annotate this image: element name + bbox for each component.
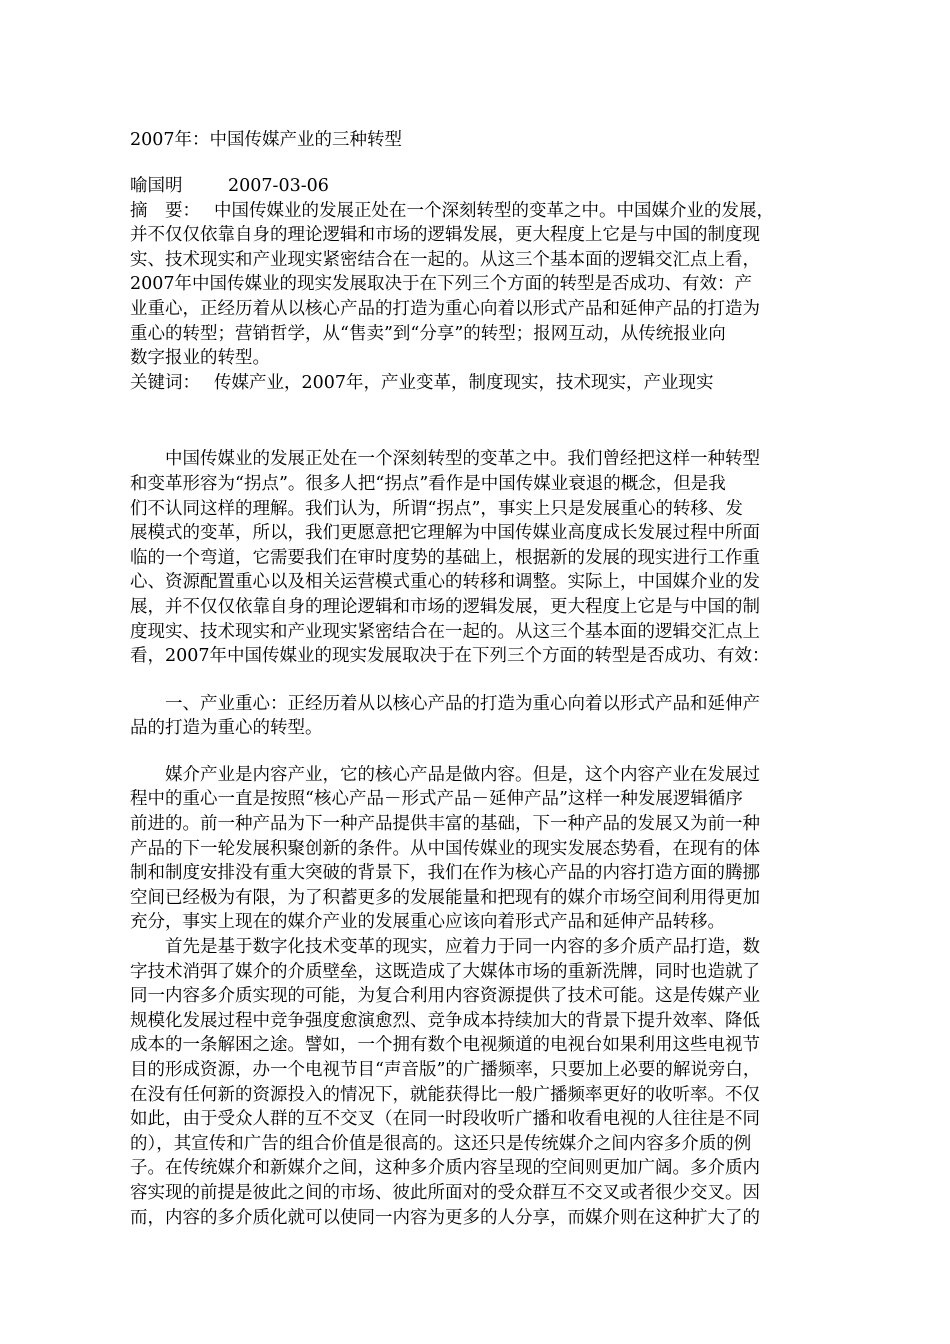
paragraph-intro — [130, 447, 822, 668]
document-title: 2007年：中国传媒产业的三种转型 — [130, 130, 403, 150]
abstract-line: 业重心，正经历着从以核心产品的打造为重心向着以形式产品和延伸产品的打造为 — [130, 298, 760, 319]
abstract-section — [130, 199, 822, 371]
paragraph-line: 充分，事实上现在的媒介产业的发展重心应该向着形式产品和延伸产品转移。 — [130, 912, 725, 933]
paragraph-line: 和变革形容为“拐点”。很多人把“拐点”看作是中国传媒业衰退的概念，但是我 — [130, 473, 726, 494]
abstract-line: 数字报业的转型。 — [130, 348, 270, 369]
byline — [130, 174, 822, 199]
paragraph-line: 如此，由于受众人群的互不交叉（在同一时段收听广播和收看电视的人往往是不同 — [130, 1109, 760, 1130]
paragraph-line: 临的一个弯道，它需要我们在审时度势的基础上，根据新的发展的现实进行工作重 — [130, 547, 760, 568]
paragraph-line: 前进的。前一种产品为下一种产品提供丰富的基础，下一种产品的发展又为前一种 — [130, 814, 760, 835]
paragraph-line: 目的形成资源，办一个电视节目“声音版”的广播频率，只要加上必要的解说旁白， — [130, 1060, 761, 1080]
paragraph-digital-tech — [130, 935, 822, 1230]
abstract-line: 摘 要： 中国传媒业的发展正处在一个深刻转型的变革之中。中国媒介业的发展， — [130, 199, 822, 224]
paragraph-line: 度现实、技术现实和产业现实紧密结合在一起的。从这三个基本面的逻辑交汇点上 — [130, 621, 760, 642]
abstract-line: 实、技术现实和产业现实紧密结合在一起的。从这三个基本面的逻辑交汇点上看， — [130, 249, 760, 270]
paragraph-line: 成本的一条解困之途。譬如，一个拥有数个电视频道的电视台如果利用这些电视节 — [130, 1035, 760, 1056]
paragraph-line: 容实现的前提是彼此之间的市场、彼此所面对的受众群互不交叉或者很少交叉。因 — [130, 1182, 760, 1203]
paragraph-line: 媒介产业是内容产业，它的核心产品是做内容。但是，这个内容产业在发展过 — [165, 764, 760, 785]
paragraph-line: 的），其宣传和广告的组合价值是很高的。这还只是传统媒介之间内容多介质的例 — [130, 1133, 752, 1154]
paragraph-line: 字技术消弭了媒介的介质壁垒，这既造成了大媒体市场的重新洗牌，同时也造就了 — [130, 961, 760, 982]
paragraph-line: 同一内容多介质实现的可能，为复合利用内容资源提供了技术可能。这是传媒产业 — [130, 986, 760, 1007]
section-heading-line: 一、产业重心：正经历着从以核心产品的打造为重心向着以形式产品和延伸产 — [165, 693, 760, 714]
publish-date: 2007-03-06 — [228, 176, 329, 196]
paragraph-line: 空间已经极为有限，为了积蓄更多的发展能量和把现有的媒介市场空间利用得更加 — [130, 887, 760, 908]
paragraph-line: 中国传媒业的发展正处在一个深刻转型的变革之中。我们曾经把这样一种转型 — [165, 449, 760, 470]
paragraph-line: 心、资源配置重心以及相关运营模式重心的转移和调整。实际上，中国媒介业的发 — [130, 572, 760, 593]
paragraph-line: 们不认同这样的理解。我们认为，所谓“拐点”，事实上只是发展重心的转移、发 — [130, 498, 743, 519]
paragraph-line: 程中的重心一直是按照“核心产品－形式产品－延伸产品”这样一种发展逻辑循序 — [130, 789, 743, 810]
paragraph-line: 首先是基于数字化技术变革的现实，应着力于同一内容的多介质产品打造，数 — [165, 937, 760, 958]
abstract-line: 并不仅仅依靠自身的理论逻辑和市场的逻辑发展，更大程度上它是与中国的制度现 — [130, 225, 760, 246]
author-name: 喻国明 — [130, 176, 183, 196]
paragraph-line: 展模式的变革，所以，我们更愿意把它理解为中国传媒业高度成长发展过程中所面 — [130, 523, 760, 544]
keywords-label: 关键词： — [130, 372, 200, 393]
paragraph-line: 而，内容的多介质化就可以使同一内容为更多的人分享，而媒介则在这种扩大了的 — [130, 1207, 760, 1228]
paragraph-line: 展，并不仅仅依靠自身的理论逻辑和市场的逻辑发展，更大程度上它是与中国的制 — [130, 596, 760, 617]
abstract-label: 摘 要： — [130, 200, 200, 221]
paragraph-line: 制和制度安排没有重大突破的背景下，我们在作为核心产品的内容打造方面的腾挪 — [130, 863, 760, 884]
section-heading-line: 品的打造为重心的转型。 — [130, 718, 323, 739]
paragraph-line: 产品的下一轮发展积聚创新的条件。从中国传媒业的现实发展态势看，在现有的体 — [130, 838, 760, 859]
keywords-line — [130, 371, 822, 396]
abstract-line: 重心的转型；营销哲学，从“售卖”到“分享”的转型；报网互动，从传统报业向 — [130, 323, 726, 344]
section-heading-1 — [130, 692, 822, 741]
paragraph-line: 看，2007年中国传媒业的现实发展取决于在下列三个方面的转型是否成功、有效： — [130, 646, 770, 667]
document-page — [130, 128, 822, 1230]
keywords-text: 传媒产业，2007年，产业变革，制度现实，技术现实，产业现实 — [214, 372, 714, 393]
paragraph-line: 在没有任何新的资源投入的情况下，就能获得比一般广播频率更好的收听率。不仅 — [130, 1084, 760, 1105]
paragraph-line: 子。在传统媒介和新媒介之间，这种多介质内容呈现的空间则更加广阔。多介质内 — [130, 1158, 760, 1179]
paragraph-media-industry — [130, 763, 822, 935]
paragraph-line: 规模化发展过程中竞争强度愈演愈烈、竞争成本持续加大的背景下提升效率、降低 — [130, 1010, 760, 1031]
abstract-line: 2007年中国传媒业的现实发展取决于在下列三个方面的转型是否成功、有效：产 — [130, 274, 753, 295]
